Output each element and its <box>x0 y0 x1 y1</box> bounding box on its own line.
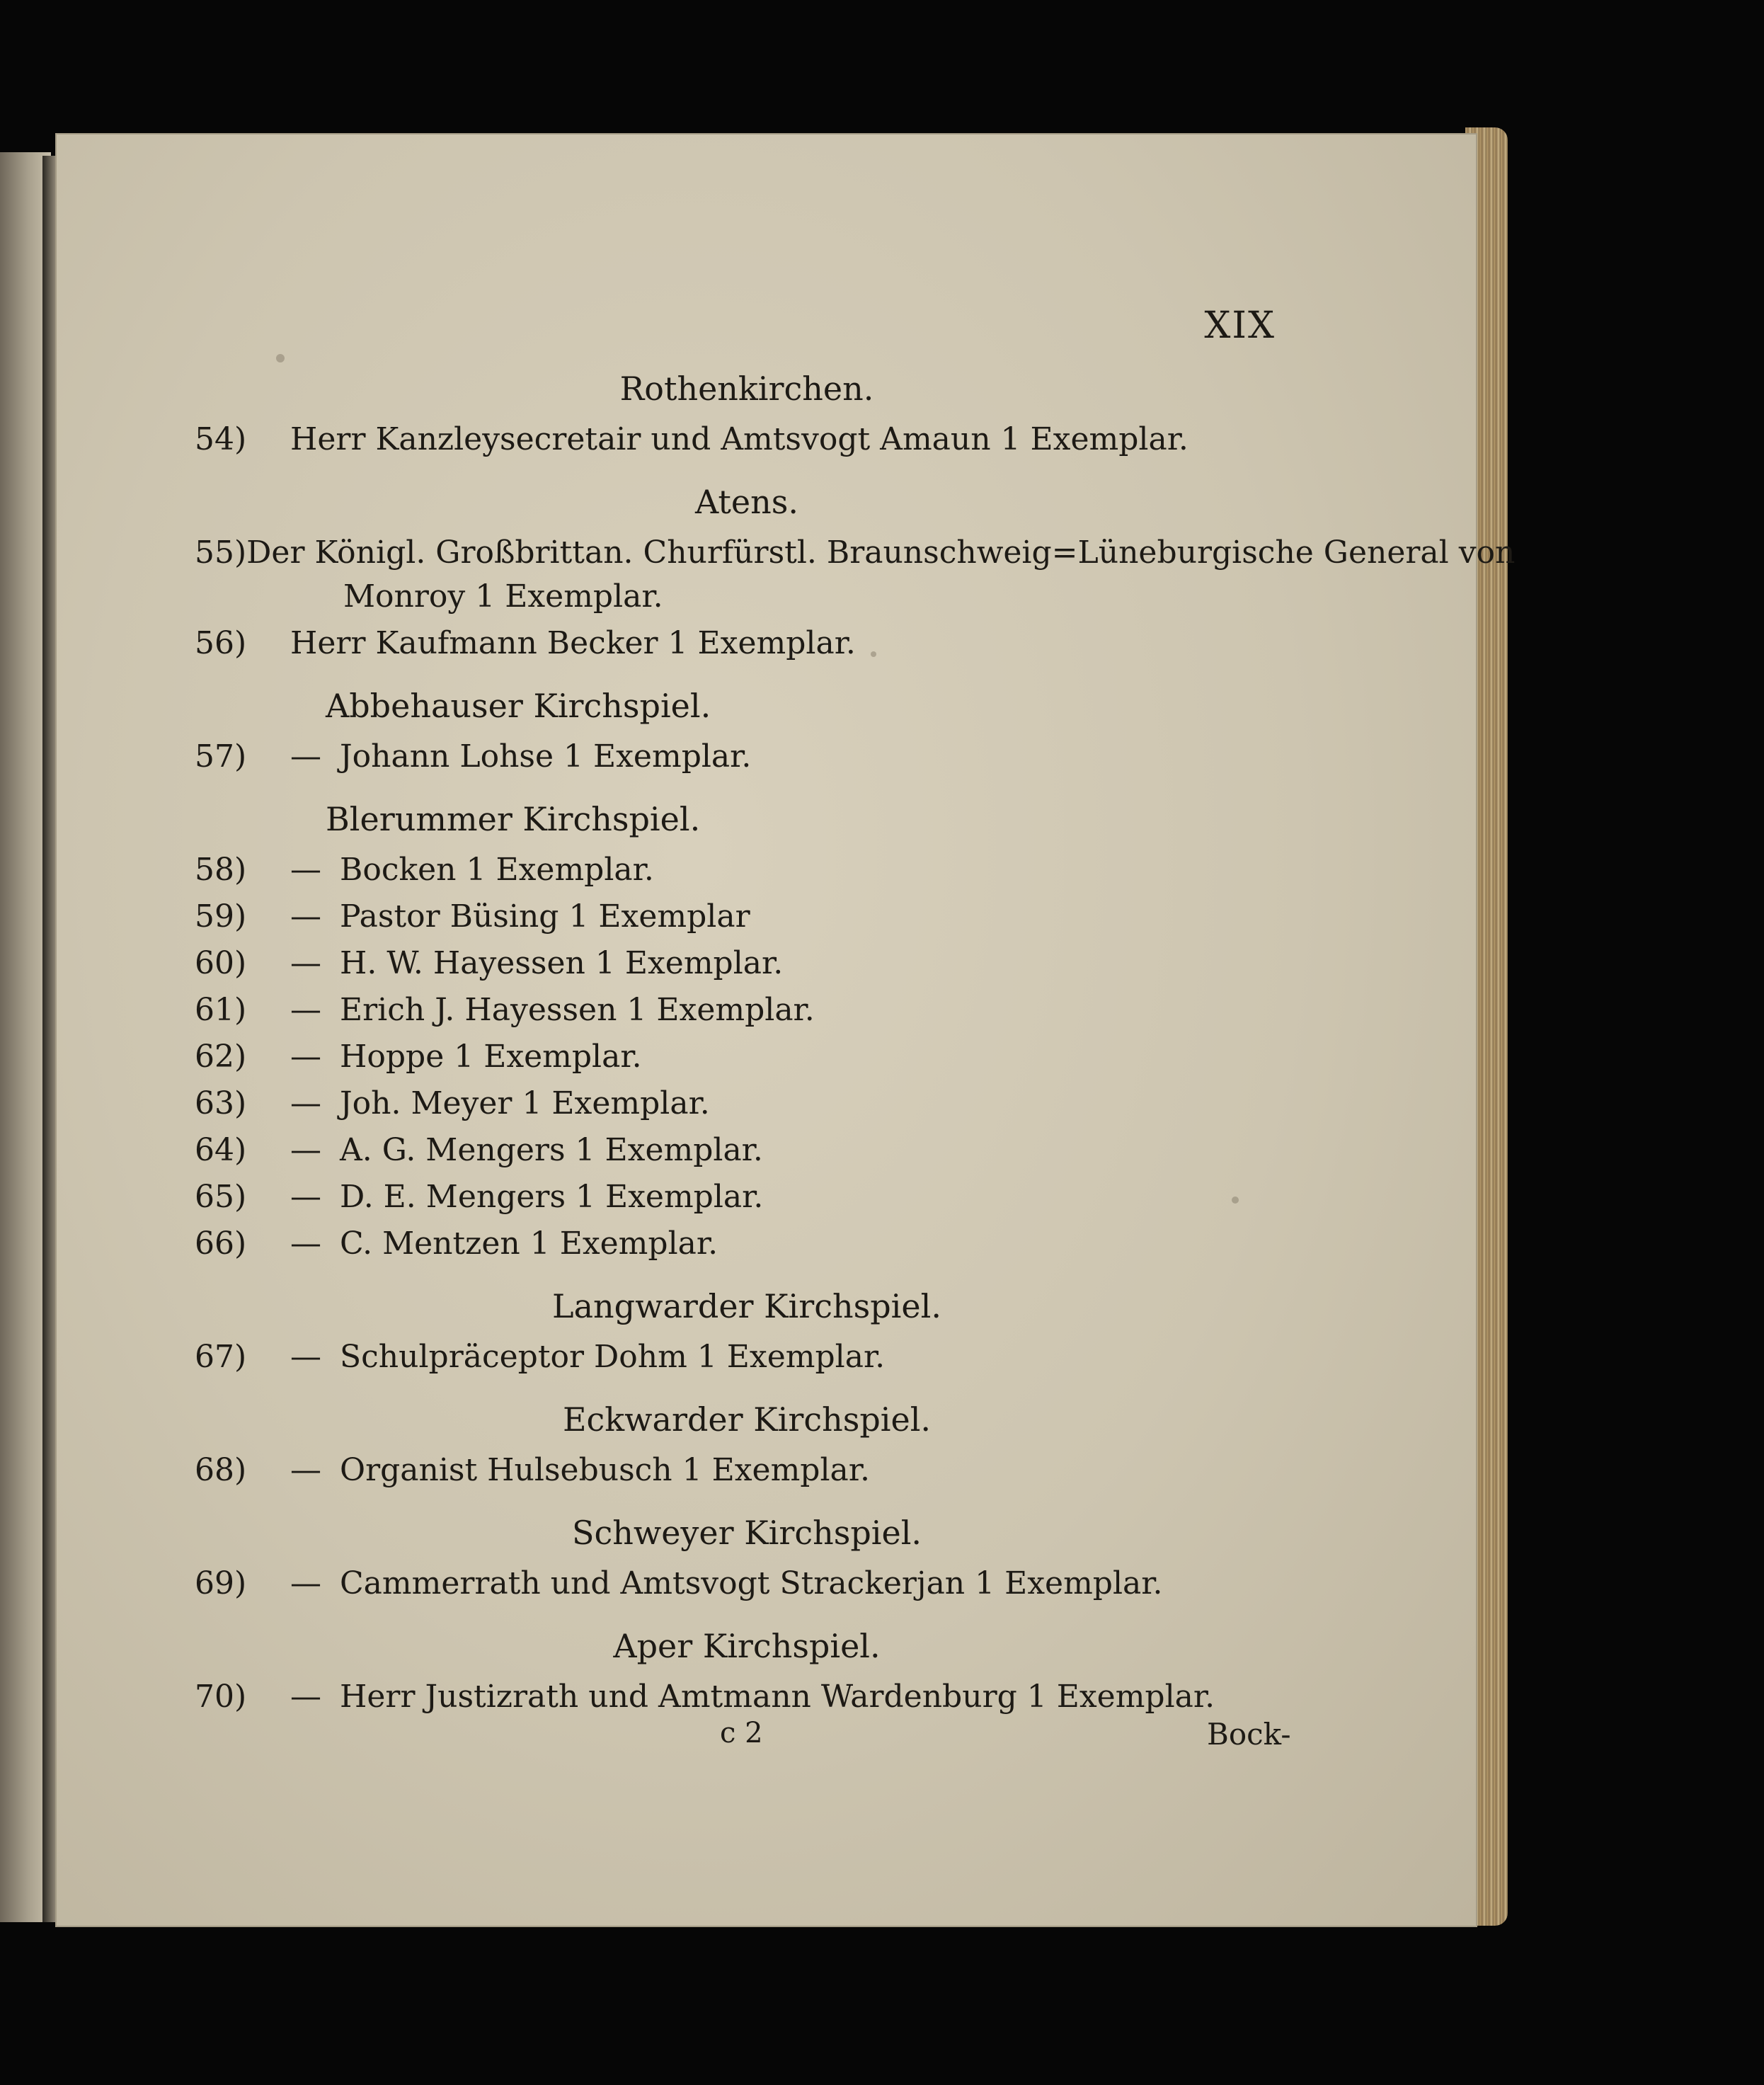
entry-number: 64) <box>195 1132 247 1168</box>
entry-text: Erich J. Hayessen 1 Exemplar. <box>340 992 815 1028</box>
entry-number: 54) <box>195 421 247 457</box>
entry-number: 69) <box>195 1565 247 1601</box>
section-heading: Aper Kirchspiel. <box>613 1627 881 1665</box>
entry-number: 61) <box>195 992 247 1028</box>
entry-number: 68) <box>195 1452 247 1488</box>
list-entry <box>195 943 1299 984</box>
entry-text: C. Mentzen 1 Exemplar. <box>340 1226 718 1262</box>
list-entry <box>195 1083 1299 1124</box>
list-entry <box>195 1130 1299 1171</box>
entry-number: 66) <box>195 1226 247 1262</box>
catchword: Bock- <box>1207 1717 1291 1752</box>
entry-number: 62) <box>195 1039 247 1075</box>
section-heading: Atens. <box>695 483 798 521</box>
entry-text: H. W. Hayessen 1 Exemplar. <box>340 945 784 981</box>
entry-dash: — <box>290 738 321 775</box>
list-entry <box>195 623 1299 664</box>
entry-dash: — <box>290 1226 321 1262</box>
section-heading: Blerummer Kirchspiel. <box>326 800 701 838</box>
list-entry <box>195 850 1299 891</box>
entry-text: Schulpräceptor Dohm 1 Exemplar. <box>340 1339 886 1375</box>
section-heading: Abbehauser Kirchspiel. <box>326 687 711 725</box>
list-entry <box>195 1450 1299 1491</box>
entry-dash: — <box>290 1679 321 1715</box>
entry-dash: — <box>290 945 321 981</box>
entry-number: 59) <box>195 898 247 935</box>
entry-text: Herr Kaufmann Becker 1 Exemplar. <box>290 625 856 661</box>
entry-text: Organist Hulsebusch 1 Exemplar. <box>340 1452 870 1488</box>
entry-dash: — <box>290 898 321 935</box>
entry-number: 70) <box>195 1679 247 1715</box>
entry-dash: — <box>290 1179 321 1215</box>
list-entry <box>195 990 1299 1031</box>
entry-text: Herr Kanzleysecretair und Amtsvogt Amaun 1 Exemplar. <box>290 421 1189 457</box>
entry-text: Cammerrath und Amtsvogt Strackerjan 1 Exemplar. <box>340 1565 1163 1601</box>
list-entry <box>195 736 1299 777</box>
entry-dash: — <box>290 992 321 1028</box>
entry-number: 67) <box>195 1339 247 1375</box>
list-entry <box>195 1177 1299 1218</box>
entry-dash: — <box>290 1339 321 1375</box>
list-entry <box>195 1223 1299 1264</box>
entry-dash: — <box>290 1085 321 1121</box>
entry-text: A. G. Mengers 1 Exemplar. <box>340 1132 763 1168</box>
list-entry <box>195 532 1516 573</box>
section-heading: Rothenkirchen. <box>619 370 874 408</box>
section-heading: Langwarder Kirchspiel. <box>552 1287 941 1325</box>
entry-number: 60) <box>195 945 247 981</box>
entry-text: Johann Lohse 1 Exemplar. <box>340 738 752 775</box>
entry-dash: — <box>290 852 321 888</box>
list-entry <box>195 419 1299 460</box>
entry-number: 63) <box>195 1085 247 1121</box>
entry-number: 55) <box>195 535 247 571</box>
entry-text: Herr Justizrath und Amtmann Wardenburg 1 Exemplar. <box>340 1679 1215 1715</box>
list-entry <box>195 1563 1299 1604</box>
entry-text: Pastor Büsing 1 Exemplar <box>340 898 750 935</box>
list-entry <box>195 896 1299 937</box>
entry-continuation: Monroy 1 Exemplar. <box>343 578 663 615</box>
signature-mark: c 2 <box>720 1717 763 1749</box>
entry-text: Joh. Meyer 1 Exemplar. <box>340 1085 710 1121</box>
list-entry <box>195 1676 1299 1718</box>
entry-text: Hoppe 1 Exemplar. <box>340 1039 642 1075</box>
entry-text: Der Königl. Großbrittan. Churfürstl. Braunschweig=Lüneburgische General von <box>246 535 1516 571</box>
entry-number: 57) <box>195 738 247 775</box>
paper-spot <box>276 354 285 362</box>
entry-number: 56) <box>195 625 247 661</box>
entry-dash: — <box>290 1565 321 1601</box>
entry-dash: — <box>290 1132 321 1168</box>
entry-dash: — <box>290 1452 321 1488</box>
section-heading: Eckwarder Kirchspiel. <box>562 1400 932 1439</box>
entry-number: 58) <box>195 852 247 888</box>
list-entry <box>195 1337 1299 1378</box>
entry-number: 65) <box>195 1179 247 1215</box>
section-heading: Schweyer Kirchspiel. <box>571 1514 922 1552</box>
entry-dash: — <box>290 1039 321 1075</box>
subscriber-list <box>195 368 1516 1723</box>
entry-text: D. E. Mengers 1 Exemplar. <box>340 1179 764 1215</box>
page-number: XIX <box>1204 304 1276 347</box>
entry-text: Bocken 1 Exemplar. <box>340 852 654 888</box>
list-entry <box>195 1036 1299 1078</box>
